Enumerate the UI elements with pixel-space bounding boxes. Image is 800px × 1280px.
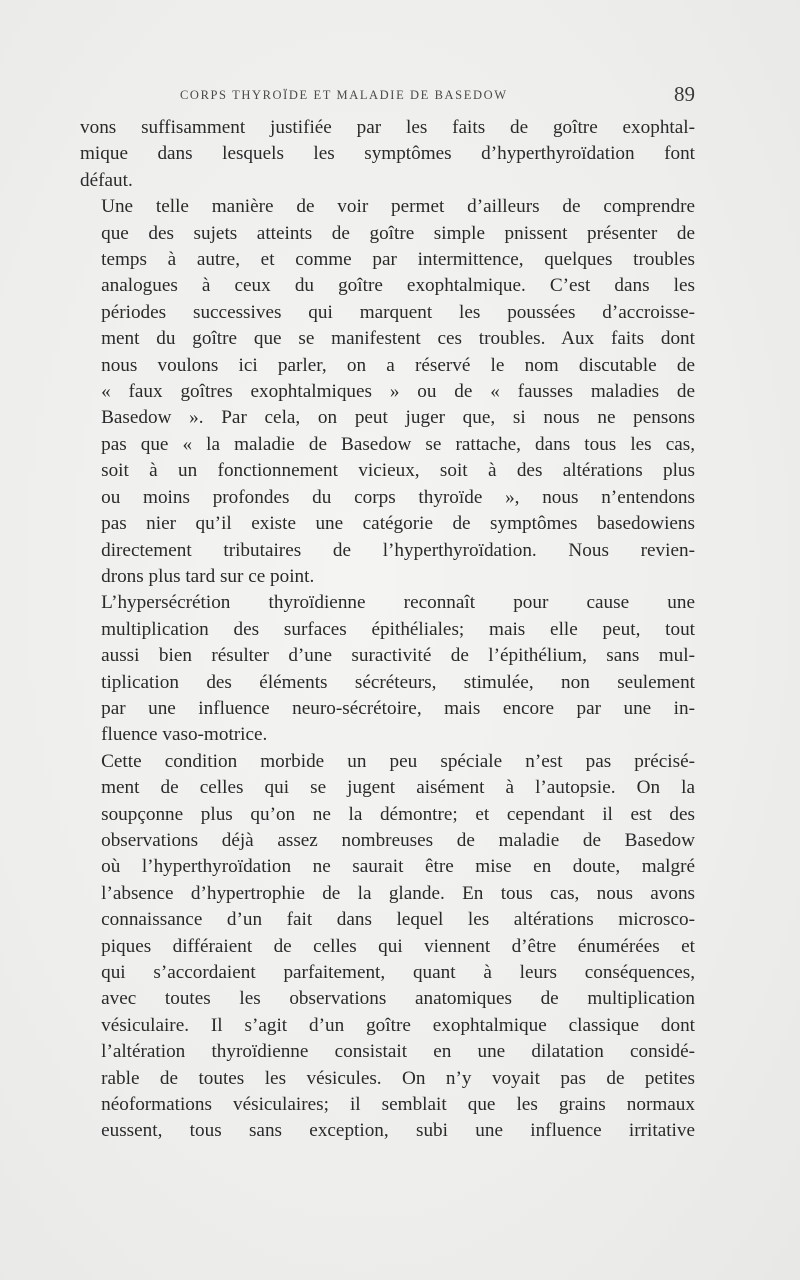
text-line: néoformations vésiculaires; il semblait que les grains normaux bbox=[101, 1094, 695, 1116]
text-line: vons suffisamment justifiée par les faits de goître exophtal- bbox=[80, 117, 695, 138]
text-line: connaissance d’un fait dans lequel les altérations microsco- bbox=[101, 909, 695, 931]
text-line: directement tributaires de l’hyperthyroïdation. Nous revien- bbox=[101, 539, 695, 561]
text-line: vésiculaire. Il s’agit d’un goître exophtalmique classique dont bbox=[101, 1014, 695, 1036]
text-line: que des sujets atteints de goître simple pnissent présenter de bbox=[101, 222, 695, 244]
text-line: drons plus tard sur ce point. bbox=[101, 565, 315, 587]
page-number: 89 bbox=[674, 82, 695, 106]
text-line: mique dans lesquels les symptômes d’hyperthyroïdation font bbox=[80, 143, 695, 165]
text-line: L’hypersécrétion thyroïdienne reconnaît pour cause une bbox=[101, 592, 695, 614]
body-text bbox=[80, 115, 695, 1145]
paragraph bbox=[80, 590, 695, 748]
text-line: tiplication des éléments sécréteurs, stimulée, non seulement bbox=[101, 671, 695, 693]
running-head bbox=[80, 82, 695, 112]
text-line: observations déjà assez nombreuses de maladie de Basedow bbox=[101, 829, 695, 851]
text-line: Basedow ». Par cela, on peut juger que, si nous ne pensons bbox=[101, 407, 695, 429]
text-line: analogues à ceux du goître exophtalmique. C’est dans les bbox=[101, 275, 695, 297]
text-line: avec toutes les observations anatomiques de multiplication bbox=[101, 988, 695, 1010]
text-line: ment du goître que se manifestent ces troubles. Aux faits dont bbox=[101, 328, 695, 350]
text-line: eussent, tous sans exception, subi une influence irritative bbox=[101, 1120, 695, 1142]
text-line: pas nier qu’il existe une catégorie de symptômes basedowiens bbox=[101, 513, 695, 535]
text-line: qui s’accordaient parfaitement, quant à leurs conséquences, bbox=[101, 962, 695, 983]
text-line: où l’hyperthyroïdation ne saurait être mise en doute, malgré bbox=[101, 856, 695, 878]
text-line: pas que « la maladie de Basedow se rattache, dans tous les cas, bbox=[101, 433, 695, 455]
text-line: piques différaient de celles qui viennent d’être énumérées et bbox=[101, 935, 695, 957]
text-line: fluence vaso-motrice. bbox=[101, 724, 268, 746]
text-line: « faux goîtres exophtalmiques » ou de « fausses maladies de bbox=[101, 381, 695, 403]
paragraph bbox=[80, 194, 695, 590]
paragraph bbox=[80, 749, 695, 1145]
text-line: l’absence d’hypertrophie de la glande. En tous cas, nous avons bbox=[101, 882, 695, 904]
text-line: soit à un fonctionnement vicieux, soit à des altérations plus bbox=[101, 460, 695, 482]
text-line: temps à autre, et comme par intermittence, quelques troubles bbox=[101, 249, 695, 271]
text-line: aussi bien résulter d’une suractivité de l’épithélium, sans mul- bbox=[101, 645, 695, 667]
text-line: nous voulons ici parler, on a réservé le nom discutable de bbox=[101, 354, 695, 376]
text-line: Cette condition morbide un peu spéciale n’est pas précisé- bbox=[101, 750, 695, 772]
text-line: par une influence neuro-sécrétoire, mais encore par une in- bbox=[101, 697, 695, 719]
text-line: multiplication des surfaces épithéliales; mais elle peut, tout bbox=[101, 618, 695, 640]
text-line: soupçonne plus qu’on ne la démontre; et cependant il est des bbox=[101, 803, 695, 825]
text-line: l’altération thyroïdienne consistait en une dilatation considé- bbox=[101, 1041, 695, 1063]
text-line: ou moins profondes du corps thyroïde », nous n’entendons bbox=[101, 486, 695, 508]
paragraph bbox=[80, 115, 695, 194]
text-line: rable de toutes les vésicules. On n’y voyait pas de petites bbox=[101, 1067, 695, 1089]
text-line: défaut. bbox=[80, 169, 133, 191]
running-title: CORPS THYROÏDE ET MALADIE DE BASEDOW bbox=[180, 88, 508, 102]
text-line: ment de celles qui se jugent aisément à l’autopsie. On la bbox=[101, 777, 695, 799]
text-line: Une telle manière de voir permet d’ailleurs de comprendre bbox=[101, 196, 695, 218]
text-line: périodes successives qui marquent les poussées d’accroisse- bbox=[101, 301, 695, 323]
